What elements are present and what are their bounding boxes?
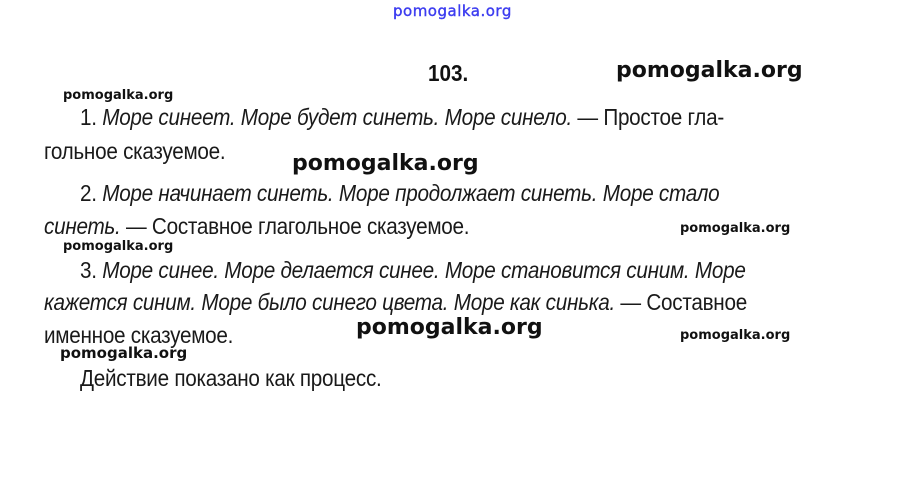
- watermark-top: pomogalka.org: [393, 2, 512, 20]
- example-sentences: Море синеет. Море будет синеть. Море синело.: [102, 104, 572, 130]
- item-number: 3.: [80, 257, 97, 283]
- item-1-line-1: [80, 104, 724, 131]
- item-3-line-2: [44, 289, 747, 316]
- item-number: 1.: [80, 104, 97, 130]
- task-number: 103.: [428, 60, 469, 86]
- answer-text: — Составное: [620, 289, 747, 315]
- item-3-line-1: [80, 257, 746, 284]
- watermark: pomogalka.org: [616, 58, 803, 83]
- example-sentences: кажется синим. Море было синего цвета. Море как синька.: [44, 289, 615, 315]
- item-1-line-2: [44, 138, 225, 165]
- example-sentences: синеть.: [44, 213, 121, 239]
- answer-text: — Составное глагольное сказуемое.: [126, 213, 470, 239]
- example-sentences: Море синее. Море делается синее. Море становится синим. Море: [102, 257, 746, 283]
- watermark: pomogalka.org: [292, 151, 479, 176]
- conclusion-text: Действие показано как процесс.: [80, 365, 382, 391]
- item-2-line-2: [44, 213, 469, 240]
- answer-text: — Простое гла-: [577, 104, 724, 130]
- answer-text: гольное сказуемое.: [44, 138, 226, 164]
- item-number: 2.: [80, 180, 97, 206]
- watermark: pomogalka.org: [356, 315, 543, 340]
- answer-text: именное сказуемое.: [44, 322, 234, 348]
- example-sentences: Море начинает синеть. Море продолжает синеть. Море стало: [102, 180, 720, 206]
- watermark: pomogalka.org: [60, 344, 188, 362]
- item-2-line-1: [80, 180, 719, 207]
- watermark: pomogalka.org: [63, 239, 174, 254]
- watermark: pomogalka.org: [680, 221, 791, 236]
- watermark: pomogalka.org: [680, 328, 791, 343]
- watermark: pomogalka.org: [63, 88, 174, 103]
